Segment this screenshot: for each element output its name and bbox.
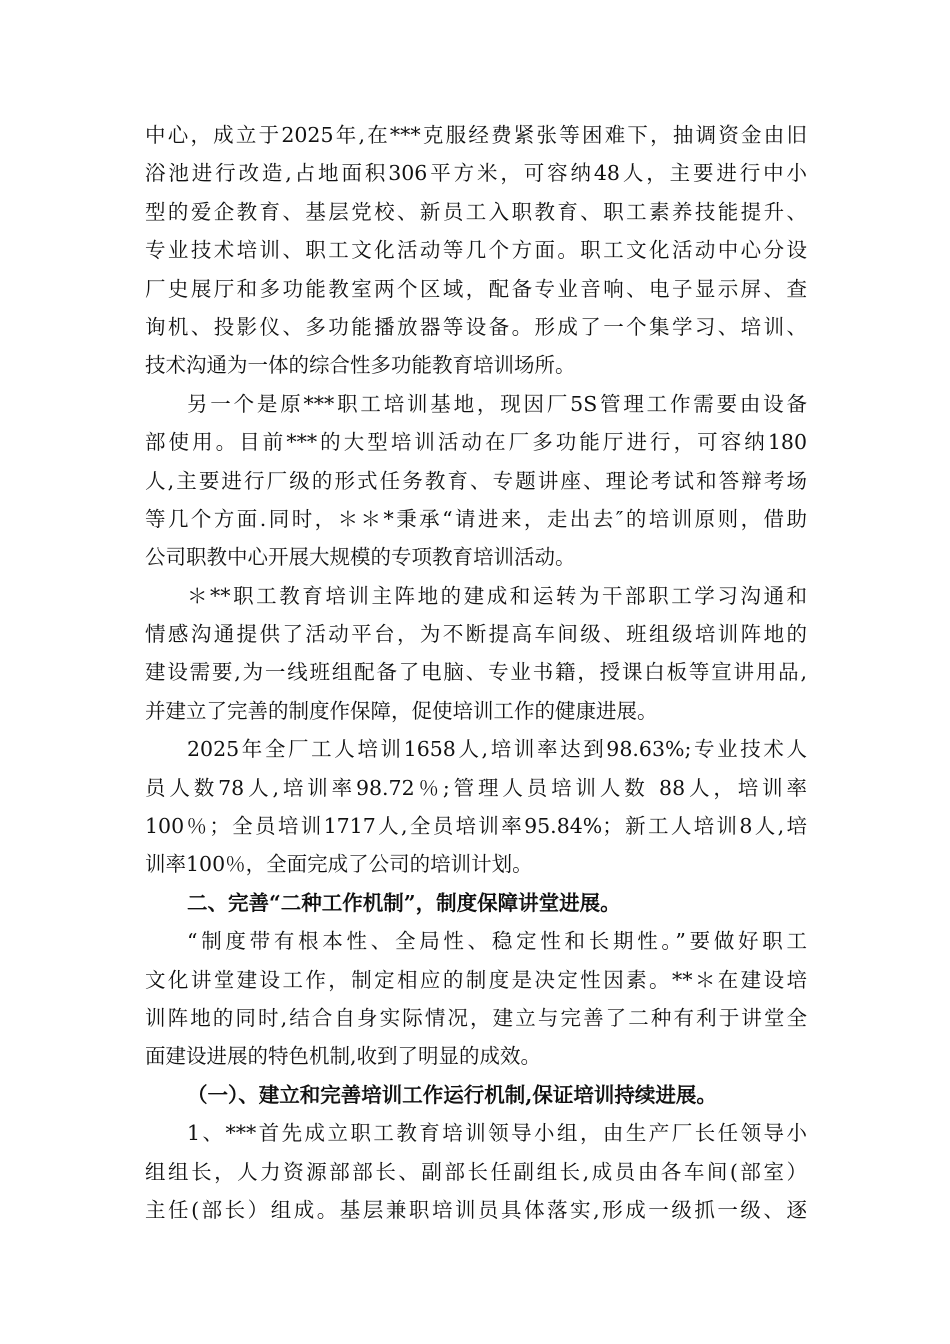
- text-line: 等几个方面.同时，＊＊*秉承“请进来，走出去″的培训原则，借助: [145, 506, 807, 531]
- text-line: 厂史展厅和多功能教室两个区域，配备专业音响、电子显示屏、查: [145, 276, 807, 301]
- text-line: 并建立了完善的制度作保障，促使培训工作的健康进展。: [145, 698, 658, 723]
- text-line: 训阵地的同时,结合自身实际情况，建立与完善了二种有利于讲堂全: [145, 1005, 807, 1030]
- text-line: 技术沟通为一体的综合性多功能教育培训场所。: [145, 353, 576, 378]
- paragraph-first-line: “制度带有根本性、全局性、稳定性和长期性。”要做好职工: [187, 929, 807, 954]
- text-line: 主任(部长）组成。基层兼职培训员具体落实,形成一级抓一级、逐: [145, 1197, 807, 1222]
- document-page: [145, 116, 807, 1229]
- text-line: 中心，成立于2025年,在***克服经费紧张等困难下，抽调资金由旧: [145, 123, 807, 147]
- paragraph-first-line: 1、***首先成立职工教育培训领导小组，由生产厂长任领导小: [187, 1121, 807, 1146]
- text-line: 浴池进行改造,占地面积306平方米，可容纳48人，主要进行中小: [145, 161, 807, 186]
- text-line: 情感沟通提供了活动平台，为不断提高车间级、班组级培训阵地的: [145, 622, 807, 647]
- section-heading: 二、完善“二种工作机制”，制度保障讲堂进展。: [187, 890, 621, 915]
- paragraph-first-line: 2025年全厂工人培训1658人,培训率达到98.63%;专业技术人: [187, 737, 807, 762]
- text-line: 面建设进展的特色机制,收到了明显的成效。: [145, 1044, 542, 1069]
- text-line: 询机、投影仪、多功能播放器等设备。形成了一个集学习、培训、: [145, 314, 807, 339]
- subsection-heading: （一）、建立和完善培训工作运行机制,保证培训持续进展。: [187, 1082, 717, 1107]
- text-line: 文化讲堂建设工作，制定相应的制度是决定性因素。**＊在建设培: [145, 967, 807, 992]
- text-line: 人,主要进行厂级的形式任务教育、专题讲座、理论考试和答辩考场: [145, 468, 807, 493]
- text-line: 型的爱企教育、基层党校、新员工入职教育、职工素养技能提升、: [145, 199, 807, 224]
- text-line: 部使用。目前***的大型培训活动在厂多功能厅进行，可容纳180: [145, 430, 807, 455]
- text-line: 100％；全员培训1717人,全员培训率95.84%；新工人培训8人,培: [145, 814, 807, 839]
- text-line: 建设需要,为一线班组配备了电脑、专业书籍，授课白板等宣讲用品,: [145, 660, 807, 685]
- text-line: 公司职教中心开展大规模的专项教育培训活动。: [145, 545, 576, 570]
- text-line: 专业技术培训、职工文化活动等几个方面。职工文化活动中心分设: [145, 238, 807, 263]
- text-line: 组组长，人力资源部部长、副部长任副组长,成员由各车间(部室）: [145, 1159, 807, 1184]
- text-line: 员人数78人,培训率98.72％;管理人员培训人数 88人，培训率: [145, 775, 807, 800]
- paragraph-first-line: ＊**职工教育培训主阵地的建成和运转为干部职工学习沟通和: [187, 583, 807, 608]
- text-line: 训率100％，全面完成了公司的培训计划。: [145, 852, 533, 877]
- paragraph-first-line: 另一个是原***职工培训基地，现因厂5S管理工作需要由设备: [187, 391, 807, 416]
